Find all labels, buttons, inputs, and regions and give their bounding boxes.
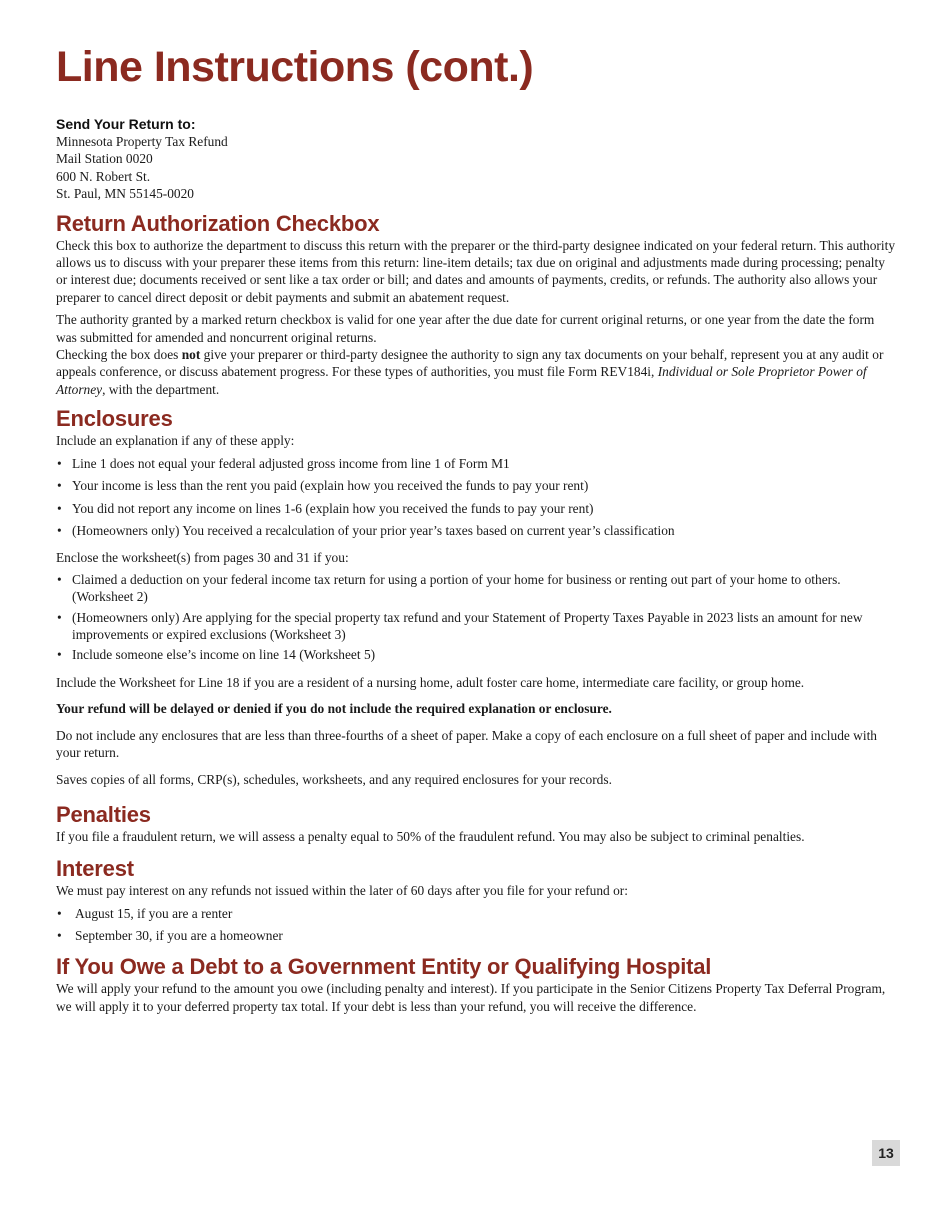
limits-text-a: Checking the box does xyxy=(56,347,182,363)
penalties-text: If you file a fraudulent return, we will assess a penalty equal to 50% of the fraudulent refund. You may also be subject to criminal penalties. xyxy=(56,828,805,844)
interest-list xyxy=(56,905,896,945)
enclosure-paper-paragraph: Do not include any enclosures that are less than three-fourths of a sheet of paper. Make a copy of each enclosure on a full sheet of paper and include with your return. xyxy=(56,727,877,760)
enclosures-section xyxy=(56,406,896,789)
worksheet-list xyxy=(56,571,896,664)
enclosures-intro: Include an explanation if any of these apply: xyxy=(56,433,295,449)
address-line: 600 N. Robert St. xyxy=(56,168,151,184)
page-content xyxy=(56,38,896,1015)
debt-heading: If You Owe a Debt to a Government Entity or Qualifying Hospital xyxy=(56,954,712,980)
debt-text: We will apply your refund to the amount you owe (including penalty and interest). If you participate in the Senior Citizens Property Tax Deferral Program, we will apply it to your deferred property tax total. If your debt is less than your refund, you will receive the difference. xyxy=(56,981,886,1014)
list-item: • Include someone else’s income on line 14 (Worksheet 5) xyxy=(56,646,896,663)
interest-heading: Interest xyxy=(56,856,134,882)
debt-section xyxy=(56,954,896,1015)
worksheet-intro: Enclose the worksheet(s) from pages 30 and 31 if you: xyxy=(56,550,349,566)
list-item: • (Homeowners only) Are applying for the special property tax refund and your Statement of Property Taxes Payable in 2023 lists an amount for new improvements or expired exclusions (Worksheet 3) xyxy=(56,609,896,644)
page-number-badge: 13 xyxy=(872,1140,900,1166)
return-authorization-heading: Return Authorization Checkbox xyxy=(56,210,380,236)
list-item: • September 30, if you are a homeowner xyxy=(56,927,896,944)
limits-bold-not: not xyxy=(181,347,201,363)
interest-section xyxy=(56,856,896,944)
authorization-paragraph: Check this box to authorize the department to discuss this return with the preparer or the third-party designee indicated on your federal return. This authority allows us to discuss with your preparer these items from this return: line-item details; tax due on original and adjustments made during processing; penalty or interest due; documents received or sent like a tax order or bill; and dates and amounts of payments, credits, or refunds. The authority also allows your preparer to cancel direct deposit or debit payments and submit an abatement request. xyxy=(56,237,896,305)
list-item: • Your income is less than the rent you paid (explain how you received the funds to pay your rent) xyxy=(56,477,896,494)
list-item: • Line 1 does not equal your federal adjusted gross income from line 1 of Form M1 xyxy=(56,455,896,472)
list-item: • August 15, if you are a renter xyxy=(56,905,896,922)
interest-text: We must pay interest on any refunds not issued within the later of 60 days after you file for your refund or: xyxy=(56,883,628,899)
address-line: St. Paul, MN 55145-0020 xyxy=(56,186,195,202)
page-title: Line Instructions (cont.) xyxy=(56,43,534,91)
enclosure-warning: Your refund will be delayed or denied if you do not include the required explanation or enclosure. xyxy=(56,701,612,717)
send-return-heading: Send Your Return to: xyxy=(56,116,196,132)
enclosures-heading: Enclosures xyxy=(56,406,173,432)
explanation-list xyxy=(56,455,896,540)
address-line: Minnesota Property Tax Refund xyxy=(56,134,228,149)
list-item: • You did not report any income on lines 1-6 (explain how you received the funds to pay your rent) xyxy=(56,500,896,517)
return-authorization-section xyxy=(56,211,896,399)
authorization-validity-paragraph: The authority granted by a marked return checkbox is valid for one year after the due date for current original returns, or one year from the date the form was submitted for amended and noncurrent original returns. xyxy=(56,312,875,345)
penalties-heading: Penalties xyxy=(56,801,151,827)
enclosure-copies-paragraph: Saves copies of all forms, CRP(s), schedules, worksheets, and any required enclosures for your records. xyxy=(56,772,612,788)
address-line: Mail Station 0020 xyxy=(56,151,153,167)
limits-text-b: give your preparer or third-party designee the authority to sign any tax documents on your behalf, represent you at any audit or appeals conference, or discuss abatement progress. For these types of authorities, you must file Form REV184i, xyxy=(56,347,884,380)
list-item: • Claimed a deduction on your federal income tax return for using a portion of your home for business or renting out part of your home to others. (Worksheet 2) xyxy=(56,571,896,606)
limits-text-c: , with the department. xyxy=(102,381,220,397)
poa-form-title: Individual or Sole Proprietor Power of Attorney xyxy=(56,364,867,397)
list-item: • (Homeowners only) You received a recalculation of your prior year’s taxes based on current year’s classification xyxy=(56,522,896,539)
send-return-section xyxy=(56,116,896,203)
authorization-limits-paragraph xyxy=(56,346,896,398)
line18-paragraph: Include the Worksheet for Line 18 if you are a resident of a nursing home, adult foster care home, intermediate care facility, or group home. xyxy=(56,674,805,690)
penalties-section xyxy=(56,802,896,845)
